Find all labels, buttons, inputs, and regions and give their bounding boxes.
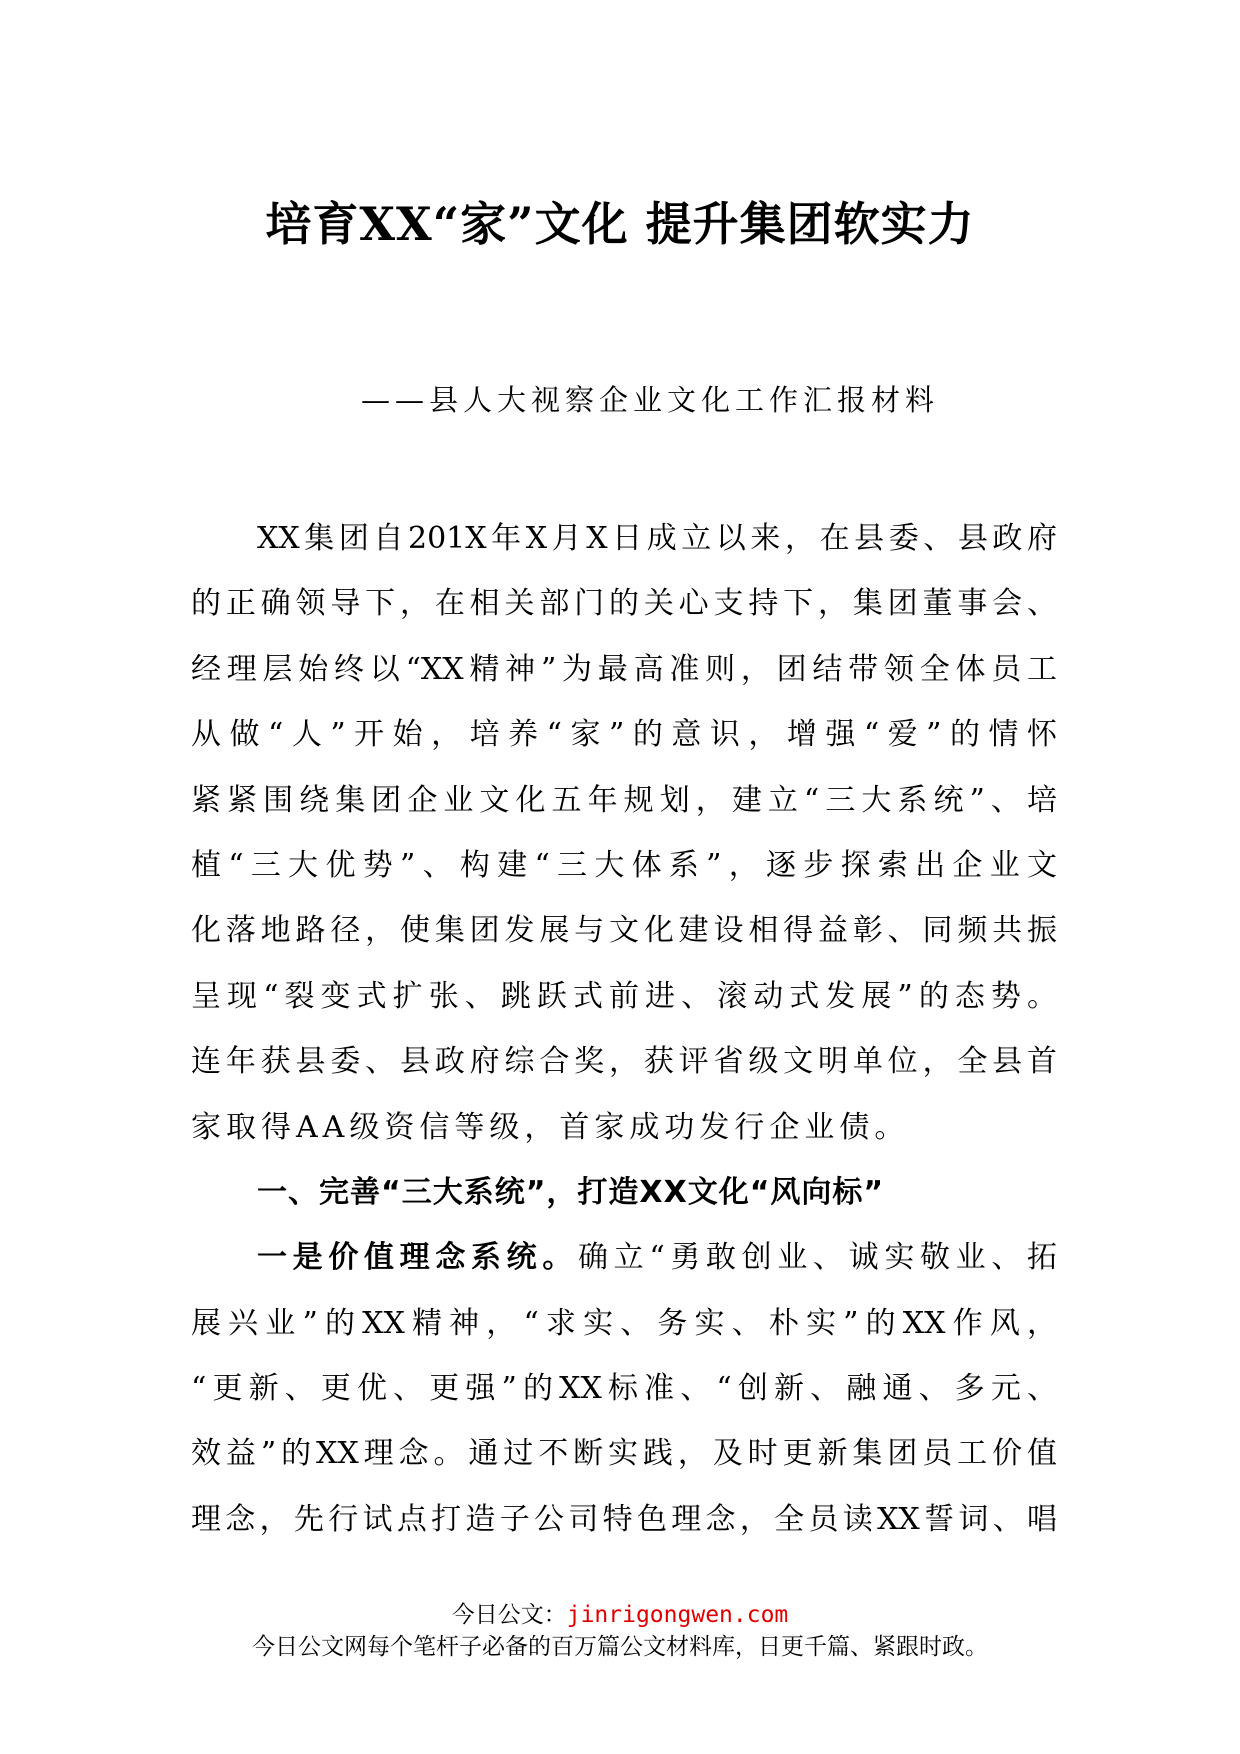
body-line: XX集团自201X年X月X日成立以来，在县委、县政府 <box>257 521 1057 556</box>
section-heading: 一、完善“三大系统”，打造XX文化“风向标” <box>257 1174 885 1210</box>
body-line: 的正确领导下，在相关部门的关心支持下，集团董事会、 <box>191 586 1057 622</box>
body-line: 家取得AA级资信等级，首家成功发行企业债。 <box>191 1109 910 1145</box>
document-subtitle: ——县人大视察企业文化工作汇报材料 <box>360 383 939 417</box>
footer-tagline: 今日公文网每个笔杆子必备的百万篇公文材料库，日更千篇、紧跟时政。 <box>252 1634 988 1660</box>
body-line: 从做“人”开始，培养“家”的意识，增强“爱”的情怀 <box>191 717 1057 753</box>
body-line: “更新、更优、更强”的XX标准、“创新、融通、多元、 <box>191 1371 1057 1407</box>
body-text: 确立“勇敢创业、诚实敬业、拓 <box>578 1240 1057 1276</box>
body-line: 呈现“裂变式扩张、跳跃式前进、滚动式发展”的态势。 <box>191 978 1057 1014</box>
document-body <box>191 506 1057 1552</box>
footer-source <box>0 1596 1240 1629</box>
body-line: 理念，先行试点打造子公司特色理念，全员读XX誓词、唱 <box>191 1501 1057 1537</box>
body-line: 经理层始终以“XX精神”为最高准则，团结带领全体员工 <box>191 651 1057 687</box>
document-title: 培育XX“家”文化 提升集团软实力 <box>265 197 975 251</box>
body-line: 植“三大优势”、构建“三大体系”，逐步探索出企业文 <box>191 847 1057 883</box>
body-line: 展兴业”的XX精神，“求实、务实、朴实”的XX作风， <box>191 1305 1057 1341</box>
footer-label: 今日公文： <box>451 1602 567 1628</box>
paragraph-lead: 一是价值理念系统。 <box>257 1240 578 1276</box>
body-line: 化落地路径，使集团发展与文化建设相得益彰、同频共振 <box>191 913 1057 949</box>
footer-url-link[interactable]: jinrigongwen.com <box>566 1602 789 1628</box>
body-line <box>191 1225 1057 1290</box>
body-line: 效益”的XX理念。通过不断实践，及时更新集团员工价值 <box>191 1436 1057 1472</box>
body-line: 连年获县委、县政府综合奖，获评省级文明单位，全县首 <box>191 1044 1057 1080</box>
body-line: 紧紧围绕集团企业文化五年规划，建立“三大系统”、培 <box>191 782 1057 818</box>
